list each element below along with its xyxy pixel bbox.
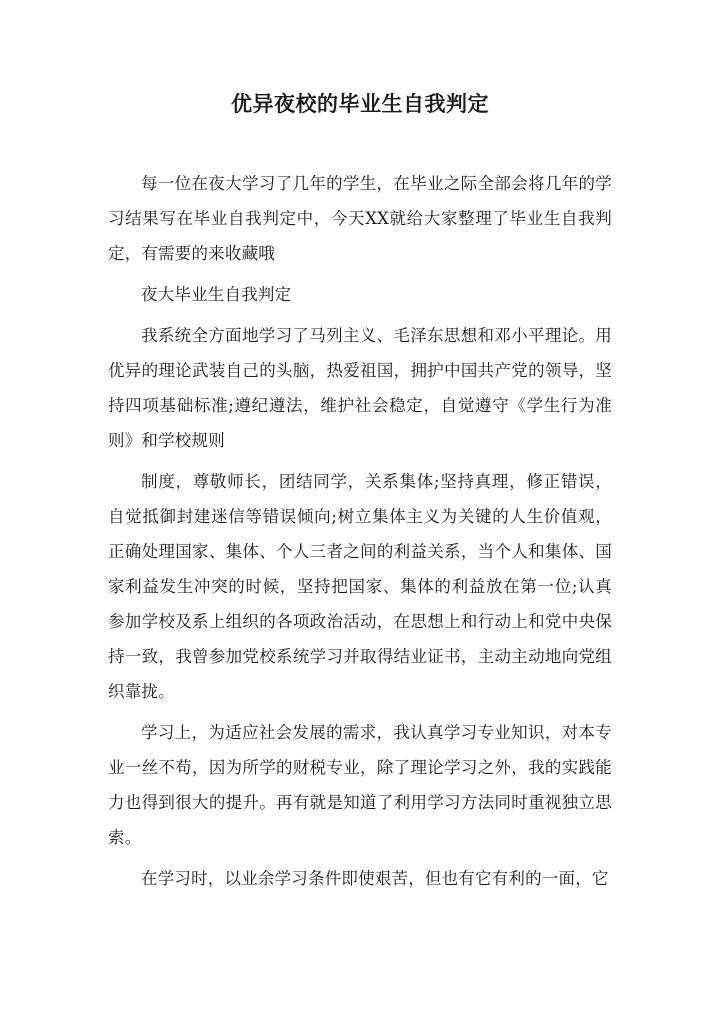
paragraph-study: 学习上，为适应社会发展的需求，我认真学习专业知识，对本专业一丝不苟，因为所学的财税专业，除了理论学习之外，我的实践能力也得到很大的提升。再有就是知道了利用学习方法同时重视独立思索。 — [108, 723, 612, 847]
paragraph-intro: 每一位在夜大学习了几年的学生，在毕业之际全部会将几年的学习结果写在毕业自我判定中，今天XX就给大家整理了毕业生自我判定，有需要的来收藏哦 — [108, 174, 612, 263]
paragraph-conditions: 在学习时，以业余学习条件即使艰苦，但也有它有利的一面，它 — [141, 869, 609, 888]
document-title: 优异夜校的毕业生自我判定 — [231, 91, 489, 116]
paragraph-conduct: 制度，尊敬师长，团结同学，关系集体;坚持真理，修正错误，自觉抵御封建迷信等错误倾向;树立集体主义为关键的人生价值观，正确处理国家、集体、个人三者之间的利益关系，当个人和集体、国家利益发生冲突的时候，坚持把国家、集体的利益放在第一位;认真参加学校及系上组织的各项政治活动，在思想上和行动上和党中央保持一致，我曾参加党校系统学习并取得结业证书，主动主动地向党组织靠拢。 — [108, 472, 612, 701]
paragraph-subheading: 夜大毕业生自我判定 — [141, 285, 292, 304]
paragraph-political-study: 我系统全方面地学习了马列主义、毛泽东思想和邓小平理论。用优异的理论武装自己的头脑，热爱祖国，拥护中国共产党的领导，坚持四项基础标准;遵纪遵法，维护社会稳定，自觉遵守《学生行为准则》和学校规则 — [108, 326, 612, 450]
document-body — [108, 166, 612, 902]
